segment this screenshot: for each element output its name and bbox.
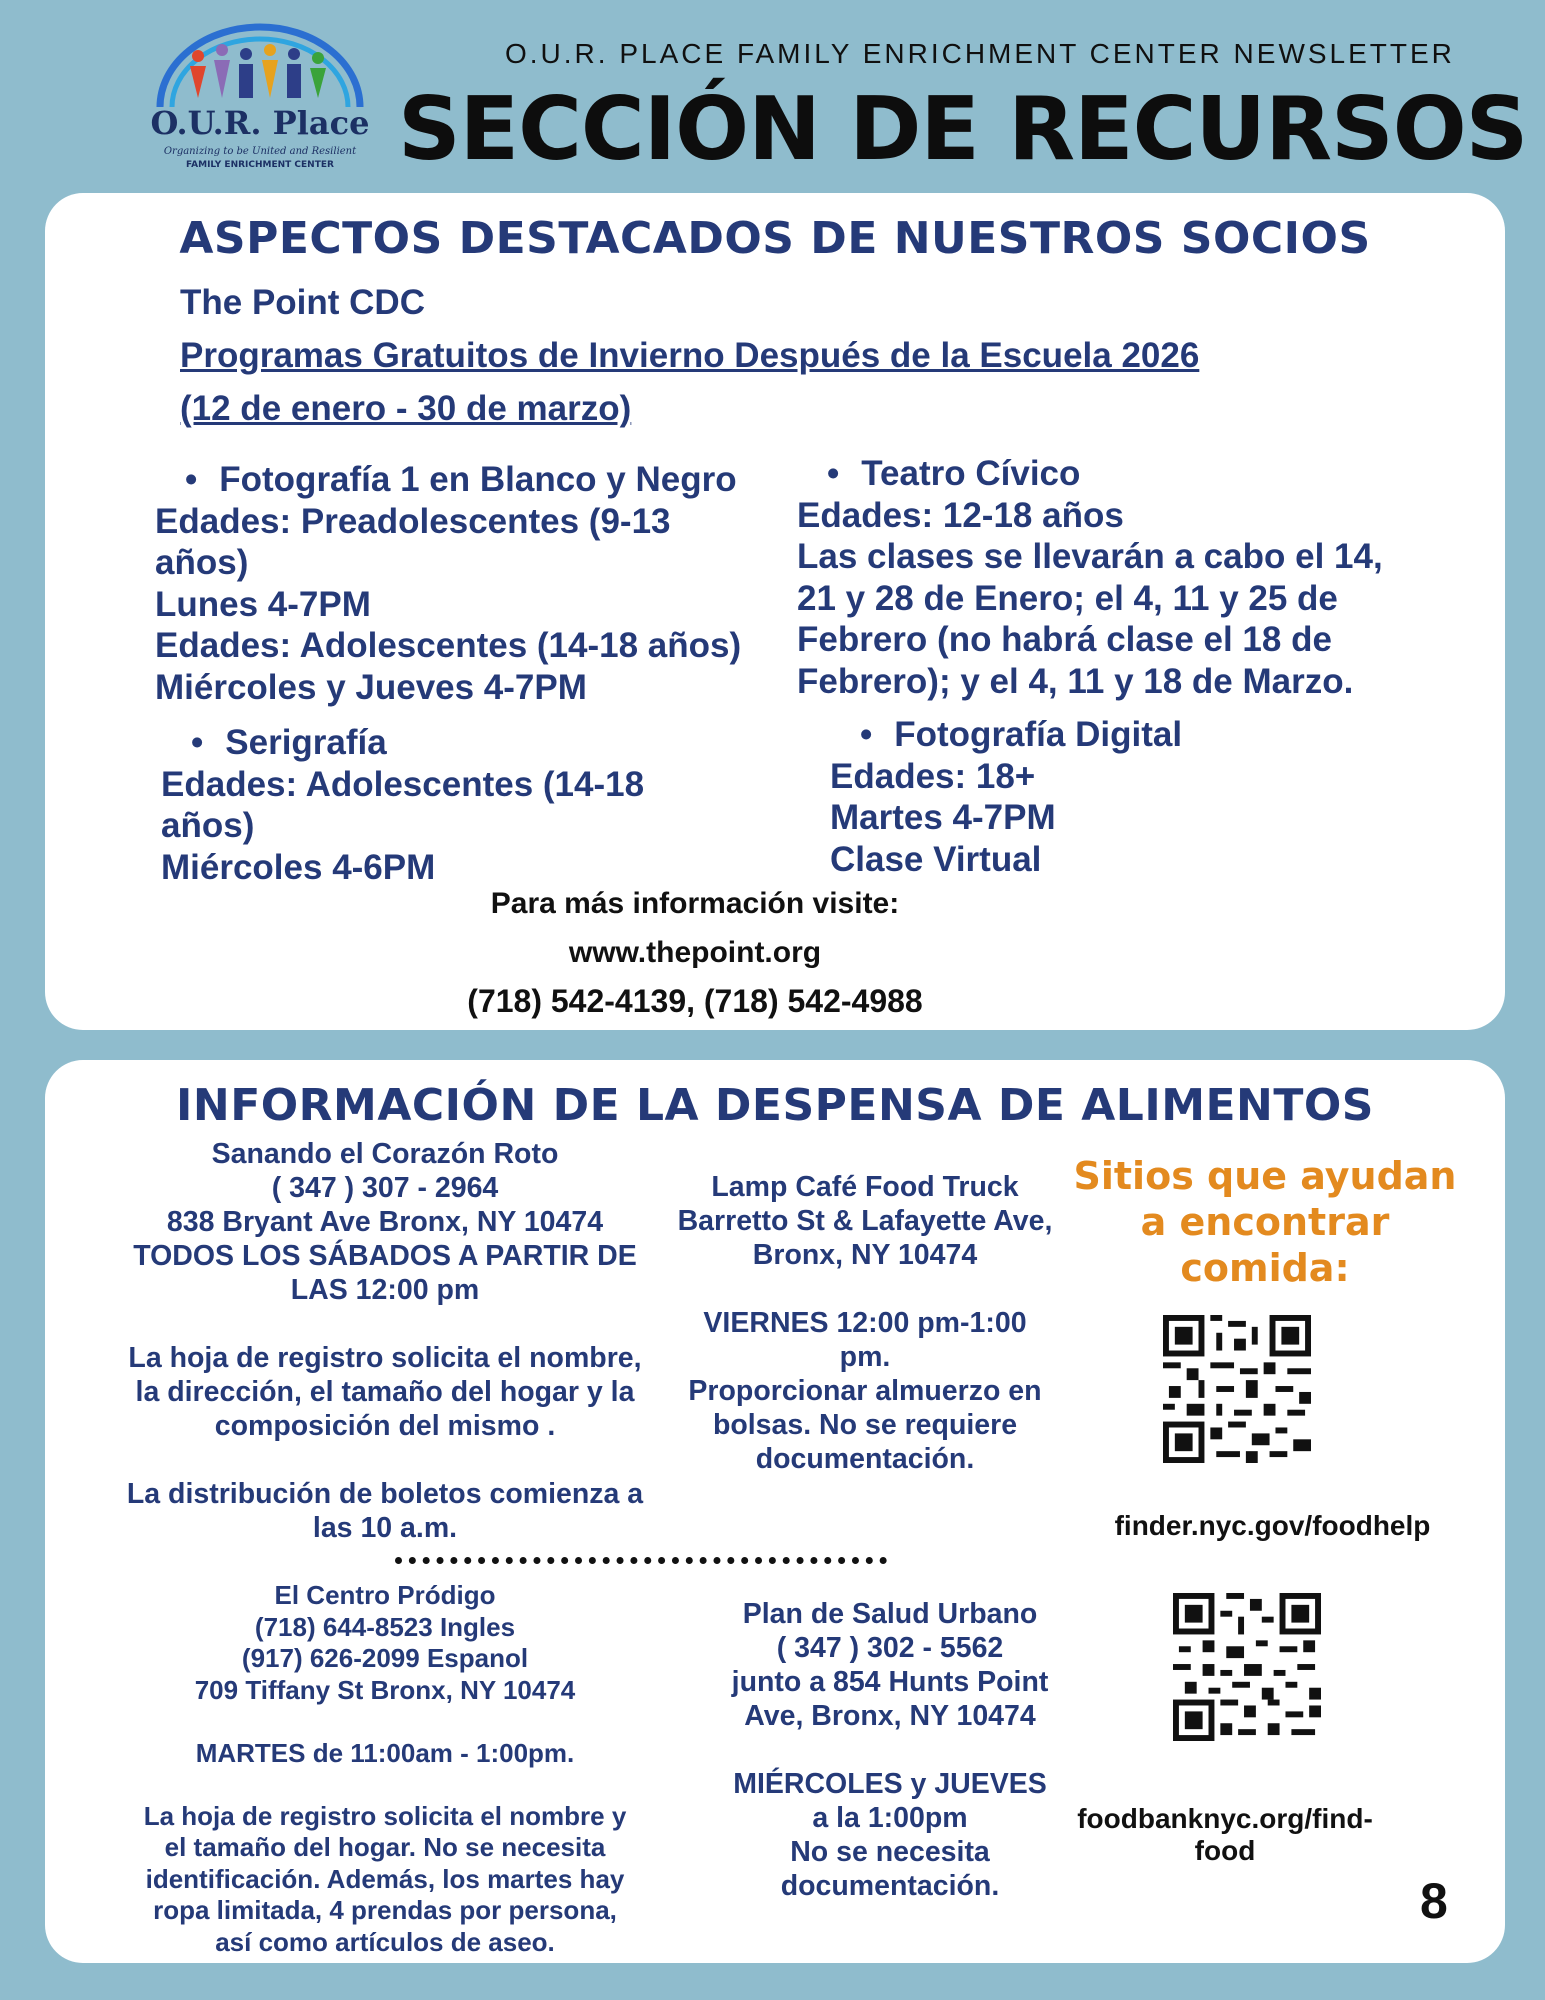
digital-photo-block bbox=[830, 714, 1182, 880]
civic-theater-block bbox=[797, 453, 1383, 702]
pantry-salud-urbano: Plan de Salud Urbano ( 347 ) 302 - 5562 junto a 854 Hunts Point Ave, Bronx, NY 10474 MIÉRCOLES y JUEVES a la 1:00pm No se necesita documentación. bbox=[731, 1598, 1049, 1902]
pantry-sanando: Sanando el Corazón Roto ( 347 ) 307 - 2964 838 Bryant Ave Bronx, NY 10474 TODOS LOS SÁBADOS A PARTIR DE LAS 12:00 pm La hoja de registro solicita el nombre, la dirección, el tamaño del hogar y la composición del mismo . La distribución de boletos comienza a las 10 a.m. bbox=[126, 1138, 644, 1544]
screen-print-title: • Serigrafía bbox=[191, 722, 644, 764]
civic-theater-line: Febrero); y el 4, 11 y 18 de Marzo. bbox=[797, 661, 1354, 701]
food-site-link-1[interactable]: finder.nyc.gov/foodhelp bbox=[1114, 1510, 1431, 1541]
civic-theater-line: Febrero (no habrá clase el 18 de bbox=[797, 620, 1332, 659]
civic-theater-line: 21 y 28 de Enero; el 4, 11 y 25 de bbox=[797, 578, 1338, 618]
digital-photo-line: Clase Virtual bbox=[830, 839, 1042, 879]
civic-theater-line: Edades: 12-18 años bbox=[797, 495, 1124, 535]
org-name: The Point CDC bbox=[180, 283, 425, 322]
newsletter-title: O.U.R. PLACE FAMILY ENRICHMENT CENTER NEWSLETTER bbox=[505, 38, 1455, 69]
qr-code-icon[interactable] bbox=[1173, 1593, 1321, 1741]
page-number: 8 bbox=[1420, 1873, 1448, 1929]
photo-bw-line: Edades: Preadolescentes (9-13 bbox=[155, 501, 671, 541]
screen-print-line: años) bbox=[161, 806, 255, 845]
program-title: Programas Gratuitos de Invierno Después de la Escuela 2026 bbox=[180, 336, 1200, 375]
food-sites-heading: Sitios que ayudan a encontrar comida: bbox=[1073, 1154, 1457, 1290]
qr-code-icon[interactable] bbox=[1163, 1315, 1311, 1463]
photo-bw-line: Edades: Adolescentes (14-18 años) bbox=[155, 626, 742, 665]
pantry-lamp-cafe: Lamp Café Food Truck Barretto St & Lafayette Ave, Bronx, NY 10474 VIERNES 12:00 pm-1:00 pm. Proporcionar almuerzo en bolsas. No se requiere documentación. bbox=[677, 1171, 1053, 1475]
phone-numbers: (718) 542-4139, (718) 542-4988 bbox=[467, 983, 923, 1019]
logo-name: O.U.R. Place bbox=[150, 104, 370, 142]
screen-print-line: Miércoles 4-6PM bbox=[161, 847, 436, 887]
pantry-centro-prodigo: El Centro Pródigo (718) 644-8523 Ingles (917) 626-2099 Espanol 709 Tiffany St Bronx, NY 10474 MARTES de 11:00am - 1:00pm. La hoja de registro solicita el nombre y el tamaño del hogar. No se necesita identificación. Además, los martes hay ropa limitada, 4 prendas por persona, así como artículos de aseo. bbox=[143, 1580, 627, 1957]
our-place-logo bbox=[150, 22, 370, 182]
photo-bw-line: Lunes 4-7PM bbox=[155, 584, 371, 624]
photo-bw-line: Miércoles y Jueves 4-7PM bbox=[155, 667, 587, 707]
digital-photo-line: Martes 4-7PM bbox=[830, 798, 1056, 837]
screen-print-line: Edades: Adolescentes (14-18 bbox=[161, 764, 645, 804]
logo-subtitle: FAMILY ENRICHMENT CENTER bbox=[186, 160, 334, 170]
civic-theater-line: Las clases se llevarán a cabo el 14, bbox=[797, 537, 1383, 576]
page-title: SECCIÓN DE RECURSOS bbox=[398, 78, 1528, 180]
digital-photo-title: • Fotografía Digital bbox=[860, 714, 1182, 756]
photo-bw-block bbox=[155, 459, 741, 708]
logo-tagline: Organizing to be United and Resilient bbox=[163, 146, 357, 157]
more-info-label: Para más información visite: bbox=[490, 887, 900, 920]
digital-photo-line: Edades: 18+ bbox=[830, 756, 1036, 796]
civic-theater-title: • Teatro Cívico bbox=[827, 453, 1383, 495]
pantry-heading: INFORMACIÓN DE LA DESPENSA DE ALIMENTOS bbox=[176, 1080, 1374, 1131]
website-link[interactable]: www.thepoint.org bbox=[568, 936, 822, 969]
pantry-card bbox=[45, 1060, 1505, 1963]
rainbow-family-icon bbox=[150, 22, 370, 112]
divider bbox=[395, 1557, 887, 1564]
program-dates: (12 de enero - 30 de marzo) bbox=[180, 389, 632, 428]
photo-bw-title: • Fotografía 1 en Blanco y Negro bbox=[185, 459, 741, 501]
screen-print-block bbox=[161, 722, 644, 888]
partners-heading: ASPECTOS DESTACADOS DE NUESTROS SOCIOS bbox=[179, 213, 1371, 264]
photo-bw-line: años) bbox=[155, 543, 249, 582]
partners-card bbox=[45, 193, 1505, 1030]
food-site-link-2[interactable]: foodbanknyc.org/find-food bbox=[1077, 1803, 1373, 1866]
